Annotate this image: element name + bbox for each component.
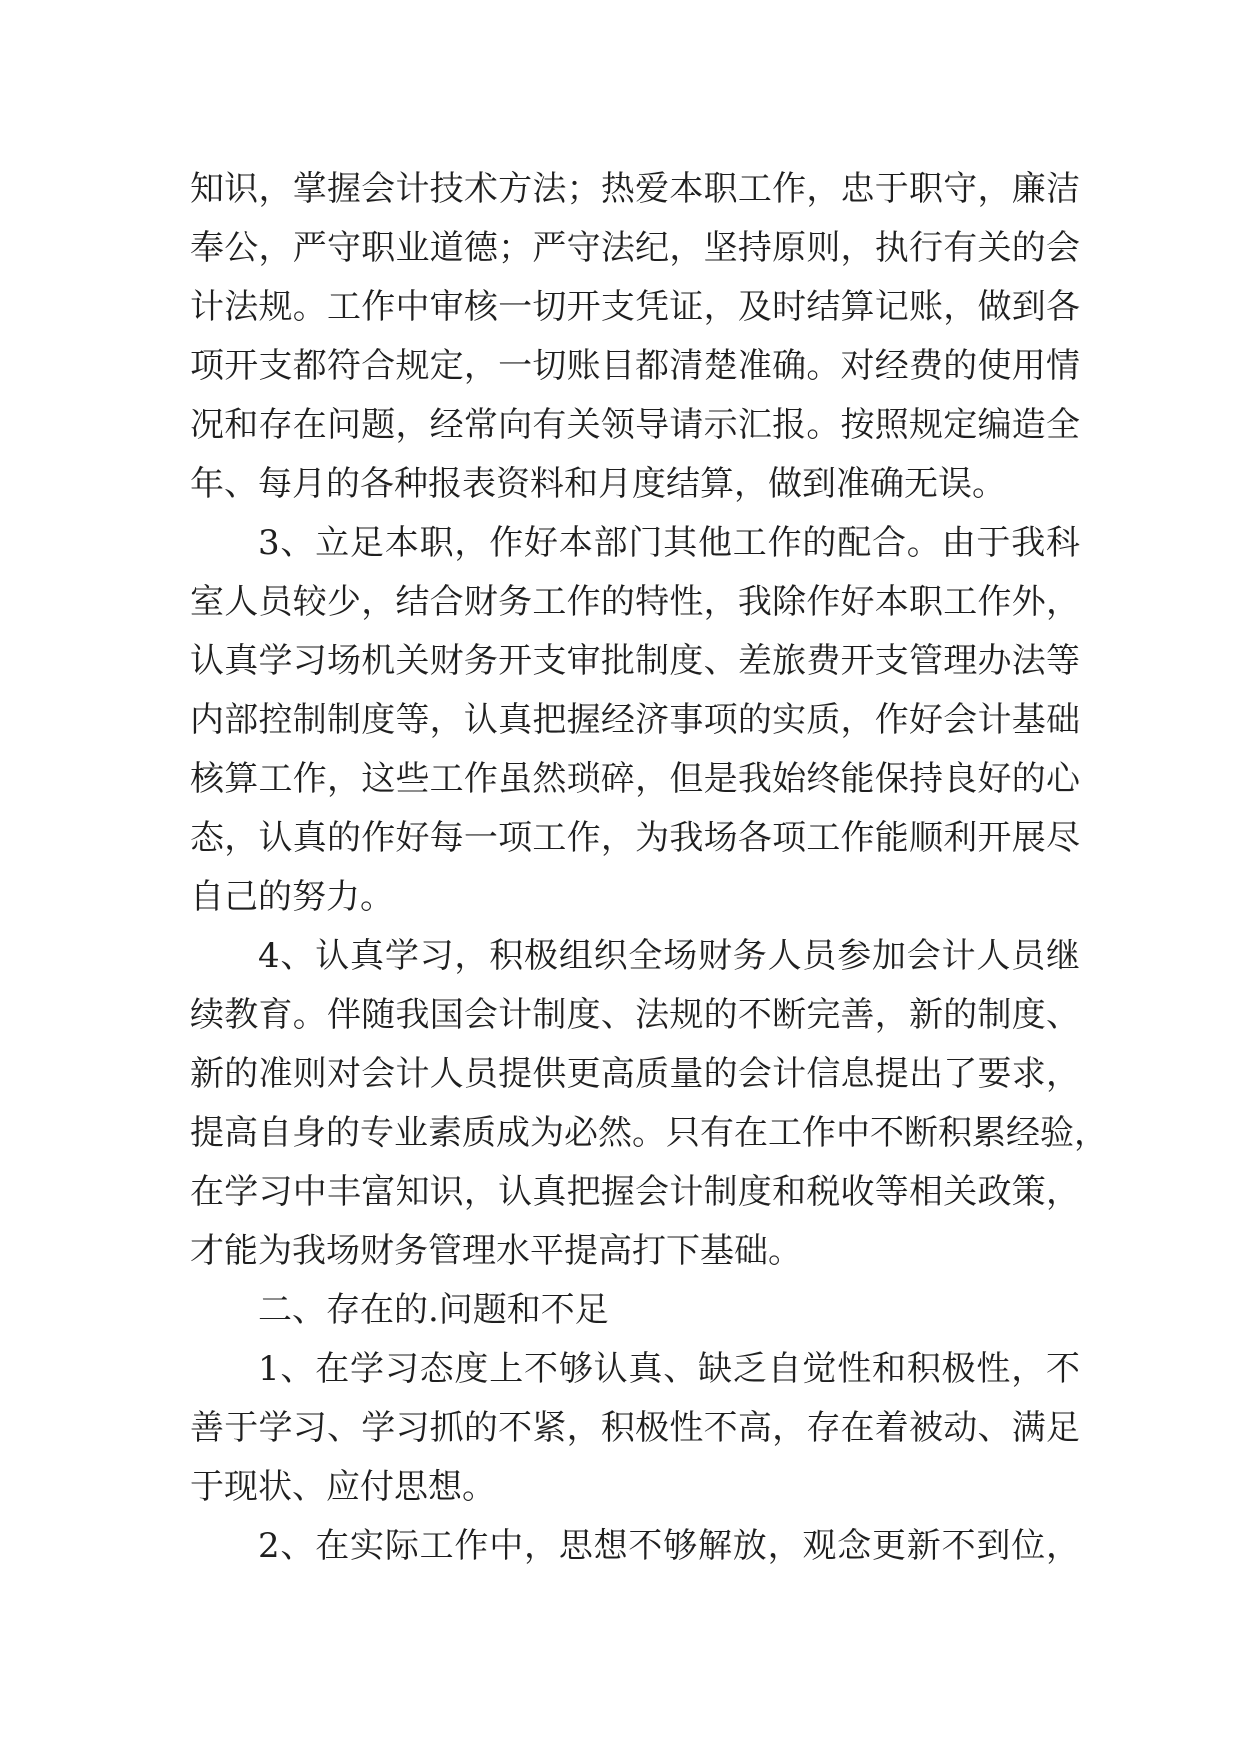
text-line: 于现状、应付思想。 [190, 1467, 496, 1507]
text-line: 知识，掌握会计技术方法；热爱本职工作，忠于职守，廉洁 [190, 169, 1080, 209]
text-line: 在学习中丰富知识，认真把握会计制度和税收等相关政策， [190, 1172, 1080, 1212]
text-line: 核算工作，这些工作虽然琐碎，但是我始终能保持良好的心 [190, 759, 1080, 799]
text-line: 1、在学习态度上不够认真、缺乏自觉性和积极性，不 [258, 1349, 1080, 1389]
text-line: 3、立足本职，作好本部门其他工作的配合。由于我科 [258, 523, 1080, 563]
text-line: 自己的努力。 [190, 877, 394, 917]
text-line: 奉公，严守职业道德；严守法纪，坚持原则，执行有关的会 [190, 228, 1080, 268]
text-line: 善于学习、学习抓的不紧，积极性不高，存在着被动、满足 [190, 1408, 1080, 1448]
text-line: 续教育。伴随我国会计制度、法规的不断完善，新的制度、 [190, 995, 1080, 1035]
text-line: 项开支都符合规定，一切账目都清楚准确。对经费的使用情 [190, 346, 1080, 386]
text-line: 新的准则对会计人员提供更高质量的会计信息提出了要求， [190, 1054, 1080, 1094]
text-line: 内部控制制度等，认真把握经济事项的实质，作好会计基础 [190, 700, 1080, 740]
text-line: 认真学习场机关财务开支审批制度、差旅费开支管理办法等 [190, 641, 1080, 681]
text-line: 二、存在的.问题和不足 [258, 1290, 609, 1330]
text-line: 室人员较少，结合财务工作的特性，我除作好本职工作外， [190, 582, 1080, 622]
text-line: 计法规。工作中审核一切开支凭证，及时结算记账，做到各 [190, 287, 1080, 327]
text-line: 4、认真学习，积极组织全场财务人员参加会计人员继 [258, 936, 1080, 976]
text-line: 2、在实际工作中，思想不够解放，观念更新不到位， [258, 1526, 1080, 1566]
text-line: 年、每月的各种报表资料和月度结算，做到准确无误。 [190, 464, 1006, 504]
text-line: 况和存在问题，经常向有关领导请示汇报。按照规定编造全 [190, 405, 1080, 445]
text-line: 才能为我场财务管理水平提高打下基础。 [190, 1231, 802, 1271]
text-line: 提高自身的专业素质成为必然。只有在工作中不断积累经验， [190, 1113, 1108, 1153]
document-body [190, 160, 1108, 1576]
text-line: 态，认真的作好每一项工作，为我场各项工作能顺利开展尽 [190, 818, 1080, 858]
